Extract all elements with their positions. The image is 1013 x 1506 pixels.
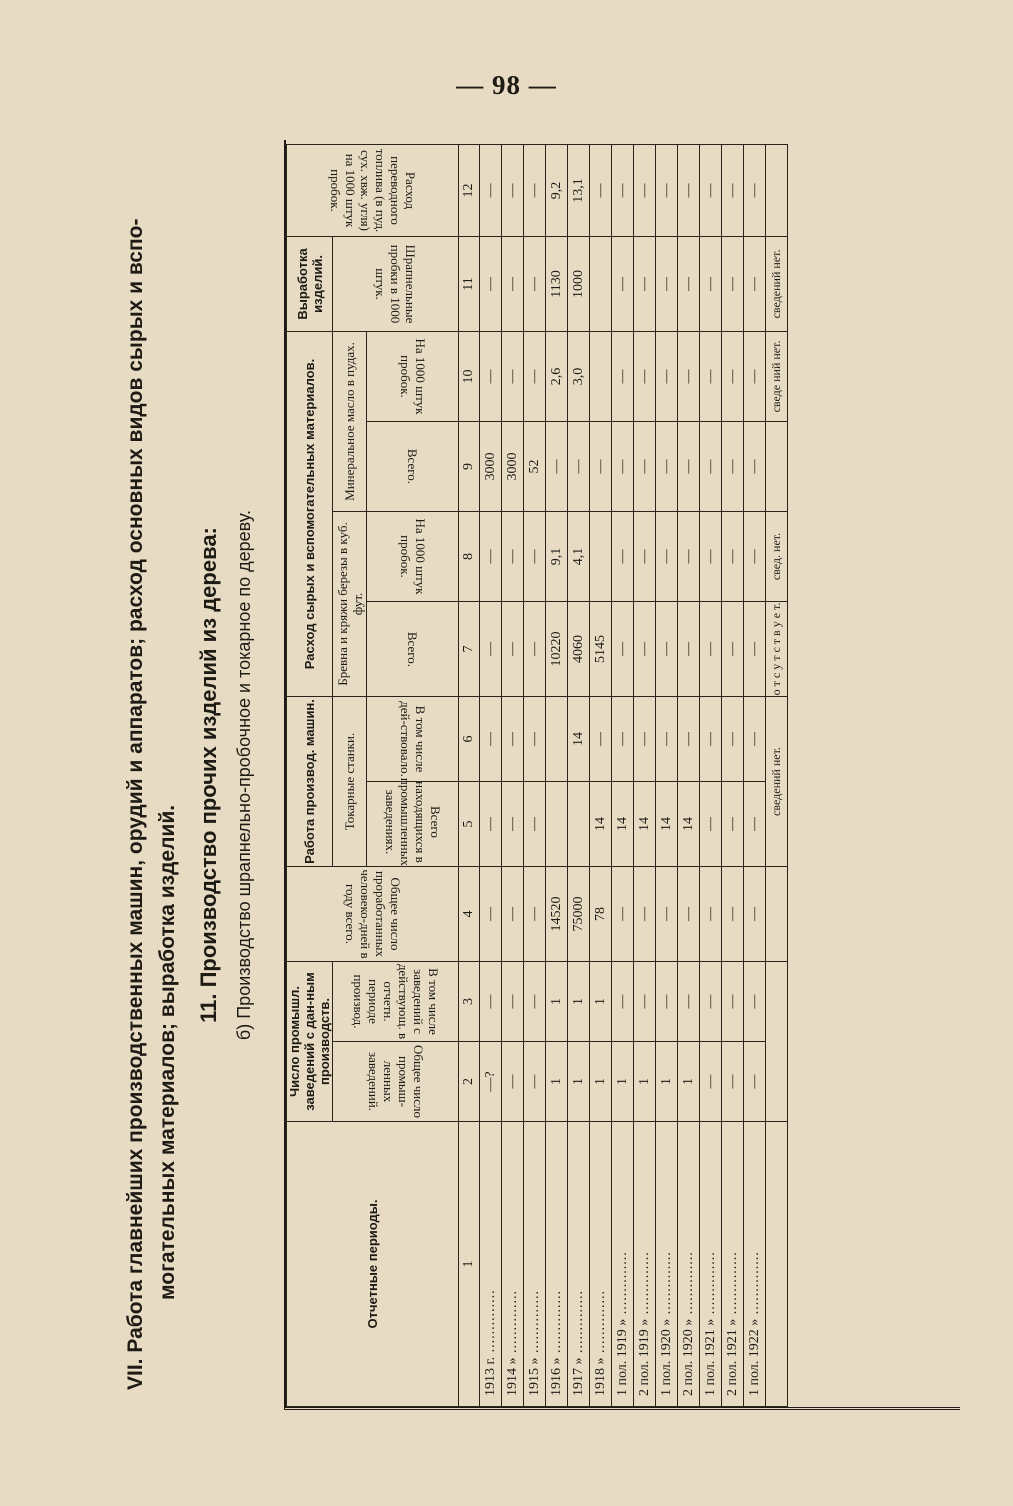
period-label: 1 пол. 1921 » [702,1318,718,1396]
value-cell-c5: 14 [590,782,612,867]
value-cell-c5: 14 [612,782,634,867]
value-cell-c2: — [744,1042,766,1122]
value-cell-c8: — [722,512,744,602]
period-label: 1 пол. 1920 » [658,1318,674,1396]
value-cell-c3: — [612,962,634,1042]
value-cell-c5: — [502,782,524,867]
value-cell-c8: — [634,512,656,602]
value-cell-c6: — [502,697,524,782]
value-cell-c11: — [524,236,546,331]
value-cell-c10: — [480,331,502,421]
header-logs: Бревна и кряжи березы в куб. фут. [333,512,367,697]
value-cell-c8: — [502,512,524,602]
value-cell-c4: — [678,867,700,962]
value-cell-c10: — [502,331,524,421]
leader-dots: .............. [702,1251,718,1319]
value-cell-c2: 1 [656,1042,678,1122]
value-cell-c11: — [700,236,722,331]
value-cell-c4: — [744,867,766,962]
header-fuel [287,144,459,236]
period-label: 2 пол. 1921 » [724,1318,740,1396]
value-cell-c8: — [612,512,634,602]
col-num: 5 [459,782,480,867]
value-cell-c7: — [744,602,766,697]
value-cell-c10 [590,331,612,421]
value-cell-c9: — [678,422,700,512]
col-num: 4 [459,867,480,962]
note-cell [766,422,788,512]
value-cell-c8: — [524,512,546,602]
header-materials: Расход сырых и вспомогательных материалов. [287,331,333,696]
value-cell-c10: — [656,331,678,421]
note-cell: сведений нет. [766,697,788,867]
value-cell-c8 [590,512,612,602]
header-mineral-oil: Минеральное масло в пудах. [333,331,367,511]
value-cell-c10: 3,0 [568,331,590,421]
value-cell-c6: — [744,697,766,782]
note-cell: сведений нет. [766,236,788,331]
value-cell-c6: — [612,697,634,782]
period-label: 1914 » [504,1357,520,1396]
col-num: 12 [459,144,480,236]
value-cell-c12: 13,1 [568,144,590,236]
data-table [286,144,788,1407]
period-cell [634,1122,656,1407]
col-num: 2 [459,1042,480,1122]
value-cell-c7: 10220 [546,602,568,697]
value-cell-c12: — [722,144,744,236]
table-row [700,144,722,1406]
col-num: 6 [459,697,480,782]
value-cell-c2: — [502,1042,524,1122]
value-cell-c7: 5145 [590,602,612,697]
period-label: 1917 » [570,1357,586,1396]
value-cell-c7: — [524,602,546,697]
value-cell-c12: — [678,144,700,236]
header-oil-per-1000-text: На 1000 штук пробок. [397,338,428,415]
notes-row [766,144,788,1406]
page-number: — 98 — [456,70,557,100]
table-row [744,144,766,1406]
value-cell-c11: — [634,236,656,331]
value-cell-c11 [590,236,612,331]
note-cell: свед. нет. [766,512,788,602]
value-cell-c9: — [744,422,766,512]
value-cell-c7: — [722,602,744,697]
period-cell [568,1122,590,1407]
value-cell-c8: 4,1 [568,512,590,602]
value-cell-c2: — [700,1042,722,1122]
value-cell-c5: — [744,782,766,867]
leader-dots: .............. [482,1289,498,1357]
value-cell-c6: — [722,697,744,782]
value-cell-c12: — [744,144,766,236]
col-num: 1 [459,1122,480,1407]
value-cell-c6: — [634,697,656,782]
value-cell-c5: 14 [656,782,678,867]
value-cell-c5: — [524,782,546,867]
header-output: Выработка изделий. [287,236,333,331]
header-shrapnel-plugs-text: Шрапнельные пробки в 1000 штук. [373,244,418,324]
value-cell-c3: 1 [590,962,612,1042]
leader-dots: .............. [636,1251,652,1319]
header-logs-all [367,602,459,697]
table-row [634,144,656,1406]
value-cell-c5 [568,782,590,867]
value-cell-c9: — [590,422,612,512]
period-cell [656,1122,678,1407]
header-oil-all-text: Всего. [405,448,420,485]
note-cell [766,962,788,1122]
table-body [480,144,788,1406]
value-cell-c3: — [722,962,744,1042]
value-cell-c3: — [634,962,656,1042]
note-cell [766,1122,788,1407]
value-cell-c10: — [722,331,744,421]
value-cell-c11: — [502,236,524,331]
leader-dots: .............. [526,1290,542,1358]
period-cell [480,1122,502,1407]
value-cell-c7: 4060 [568,602,590,697]
value-cell-c3: — [656,962,678,1042]
column-number-row [459,144,480,1406]
value-cell-c3: — [744,962,766,1042]
value-cell-c5: — [722,782,744,867]
value-cell-c3: — [700,962,722,1042]
value-cell-c8: 9,1 [546,512,568,602]
col-num: 7 [459,602,480,697]
col-num: 9 [459,422,480,512]
period-label: 1913 г. [482,1356,498,1396]
col-num: 11 [459,236,480,331]
value-cell-c5 [546,782,568,867]
value-cell-c6: 14 [568,697,590,782]
value-cell-c7: — [480,602,502,697]
col-num: 10 [459,331,480,421]
table-row [480,144,502,1406]
value-cell-c9: 3000 [480,422,502,512]
period-cell [744,1122,766,1407]
value-cell-c10: — [524,331,546,421]
leader-dots: .............. [614,1251,630,1319]
value-cell-c11: — [612,236,634,331]
value-cell-c12: — [502,144,524,236]
leader-dots: .............. [658,1251,674,1319]
value-cell-c6: — [700,697,722,782]
header-oil-per-1000 [367,331,459,421]
header-num-enterprises: Число промышл. заведений с дан-ным производств. [287,962,333,1122]
value-cell-c12: — [612,144,634,236]
value-cell-c5: — [700,782,722,867]
section-title: 11. Производство прочих изделий из дерева: [196,527,221,1023]
header-machines-work: Работа производ. машин. [287,697,333,867]
period-label: 2 пол. 1920 » [680,1318,696,1396]
value-cell-c12: 9,2 [546,144,568,236]
value-cell-c4: — [480,867,502,962]
header-fuel-text: Расход переводного топлива (в пуд. сух. хвж. угля) на 1000 штук пробок. [327,148,418,233]
value-cell-c4: — [656,867,678,962]
value-cell-c12: — [480,144,502,236]
rotated-content [112,140,960,1410]
period-cell [524,1122,546,1407]
leader-dots: .............. [746,1251,762,1319]
subsection-title: б) Производство шрапнельно-пробочное и токарное по дереву. [234,509,254,1041]
leader-dots: .............. [680,1251,696,1319]
period-label: 1 пол. 1922 » [746,1318,762,1396]
value-cell-c12: — [524,144,546,236]
header-lathes-total-text: Всего находящихся в промышленных заведениях. [382,777,443,866]
value-cell-c7: — [502,602,524,697]
value-cell-c2: 1 [612,1042,634,1122]
value-cell-c2: 1 [546,1042,568,1122]
value-cell-c6 [546,697,568,782]
value-cell-c10: — [744,331,766,421]
value-cell-c11: — [678,236,700,331]
header-shrapnel-plugs [333,236,459,331]
value-cell-c4: — [722,867,744,962]
value-cell-c7: — [700,602,722,697]
table-wrapper [284,140,960,1410]
header-lathes-active-text: В том числе дей-ствовало. [397,701,428,777]
value-cell-c2: 1 [590,1042,612,1122]
value-cell-c3: — [480,962,502,1042]
header-total-enterprises [333,1042,459,1122]
period-label: 1 пол. 1919 » [614,1318,630,1396]
value-cell-c7: — [656,602,678,697]
value-cell-c12: — [590,144,612,236]
value-cell-c7: — [678,602,700,697]
value-cell-c4: — [700,867,722,962]
note-cell: сведе ний нет. [766,331,788,421]
table-row [546,144,568,1406]
period-cell [502,1122,524,1407]
value-cell-c9: — [700,422,722,512]
value-cell-c8: — [480,512,502,602]
value-cell-c5: 14 [678,782,700,867]
value-cell-c7: — [634,602,656,697]
table-row [678,144,700,1406]
value-cell-c5: — [480,782,502,867]
value-cell-c4: — [612,867,634,962]
note-cell: о т с у т с т в у е т. [766,602,788,697]
value-cell-c9: — [634,422,656,512]
header-logs-per-1000 [367,512,459,602]
period-cell [546,1122,568,1407]
value-cell-c3: 1 [546,962,568,1042]
header-lathes-active [367,697,459,782]
value-cell-c6: — [656,697,678,782]
value-cell-c2: — [524,1042,546,1122]
value-cell-c7: — [612,602,634,697]
value-cell-c11: — [656,236,678,331]
period-label: 1916 » [548,1357,564,1396]
period-label: 1915 » [526,1357,542,1396]
value-cell-c4: 75000 [568,867,590,962]
value-cell-c10: — [612,331,634,421]
value-cell-c10: — [634,331,656,421]
value-cell-c6: — [678,697,700,782]
value-cell-c2: 1 [678,1042,700,1122]
header-total-enterprises-text: Общее число промыш-ленных заведений. [365,1044,426,1119]
header-lathes-total [367,777,459,867]
table-row [568,144,590,1406]
header-oil-all [367,422,459,512]
value-cell-c9: 52 [524,422,546,512]
value-cell-c8: — [700,512,722,602]
value-cell-c2: —? [480,1042,502,1122]
value-cell-c4: — [524,867,546,962]
value-cell-c5: 14 [634,782,656,867]
value-cell-c2: — [722,1042,744,1122]
header-logs-per-1000-text: На 1000 штук пробок. [397,518,428,595]
period-cell [612,1122,634,1407]
col-num: 3 [459,962,480,1042]
header-total-output [287,867,459,962]
period-label: 2 пол. 1919 » [636,1318,652,1396]
header-active-enterprises [333,962,459,1042]
period-cell [590,1122,612,1407]
value-cell-c9: 3000 [502,422,524,512]
value-cell-c11: 1130 [546,236,568,331]
value-cell-c11: — [722,236,744,331]
value-cell-c4: — [502,867,524,962]
value-cell-c4: — [634,867,656,962]
value-cell-c10: — [678,331,700,421]
value-cell-c6: — [480,697,502,782]
col-num: 8 [459,512,480,602]
header-total-output-text: Общее число проработанных человеко-дней в году всего. [342,869,403,959]
header-periods: Отчетные периоды. [287,1122,459,1407]
header-logs-all-text: Всего. [405,631,420,667]
titles-block [112,140,280,1410]
value-cell-c4: 78 [590,867,612,962]
value-cell-c10: — [700,331,722,421]
period-cell [678,1122,700,1407]
value-cell-c11: — [744,236,766,331]
value-cell-c3: — [502,962,524,1042]
title-line-2: могательных материалов; выработка изделий. [156,804,179,1300]
value-cell-c3: — [678,962,700,1042]
table-row [524,144,546,1406]
table-row [656,144,678,1406]
value-cell-c9: — [612,422,634,512]
leader-dots: .............. [504,1290,520,1358]
value-cell-c6: — [590,697,612,782]
period-cell [722,1122,744,1407]
note-cell [766,144,788,236]
value-cell-c12: — [634,144,656,236]
value-cell-c10: 2,6 [546,331,568,421]
table-row [590,144,612,1406]
value-cell-c8: — [744,512,766,602]
value-cell-c2: 1 [634,1042,656,1122]
note-cell [766,867,788,962]
value-cell-c9: — [568,422,590,512]
header-active-enterprises-text: В том числе заведений с действующ. в отчетн. периоде производ. [350,963,441,1040]
value-cell-c12: — [656,144,678,236]
period-cell [700,1122,722,1407]
value-cell-c3: — [524,962,546,1042]
leader-dots: .............. [592,1290,608,1358]
value-cell-c8: — [678,512,700,602]
value-cell-c9: — [656,422,678,512]
leader-dots: .............. [570,1290,586,1358]
value-cell-c8: — [656,512,678,602]
leader-dots: .............. [724,1251,740,1319]
period-label: 1918 » [592,1357,608,1396]
table-row [612,144,634,1406]
table-row [502,144,524,1406]
header-lathes: Токарные станки. [333,697,367,867]
value-cell-c11: 1000 [568,236,590,331]
title-line-1: VII. Работа главнейших производственных машин, орудий и аппаратов; расход основных видов сырых и вспо- [124,218,147,1390]
value-cell-c2: 1 [568,1042,590,1122]
value-cell-c9: — [546,422,568,512]
value-cell-c12: — [700,144,722,236]
leader-dots: .............. [548,1290,564,1358]
value-cell-c6: — [524,697,546,782]
value-cell-c9: — [722,422,744,512]
value-cell-c3: 1 [568,962,590,1042]
table-row [722,144,744,1406]
value-cell-c4: 14520 [546,867,568,962]
value-cell-c11: — [480,236,502,331]
